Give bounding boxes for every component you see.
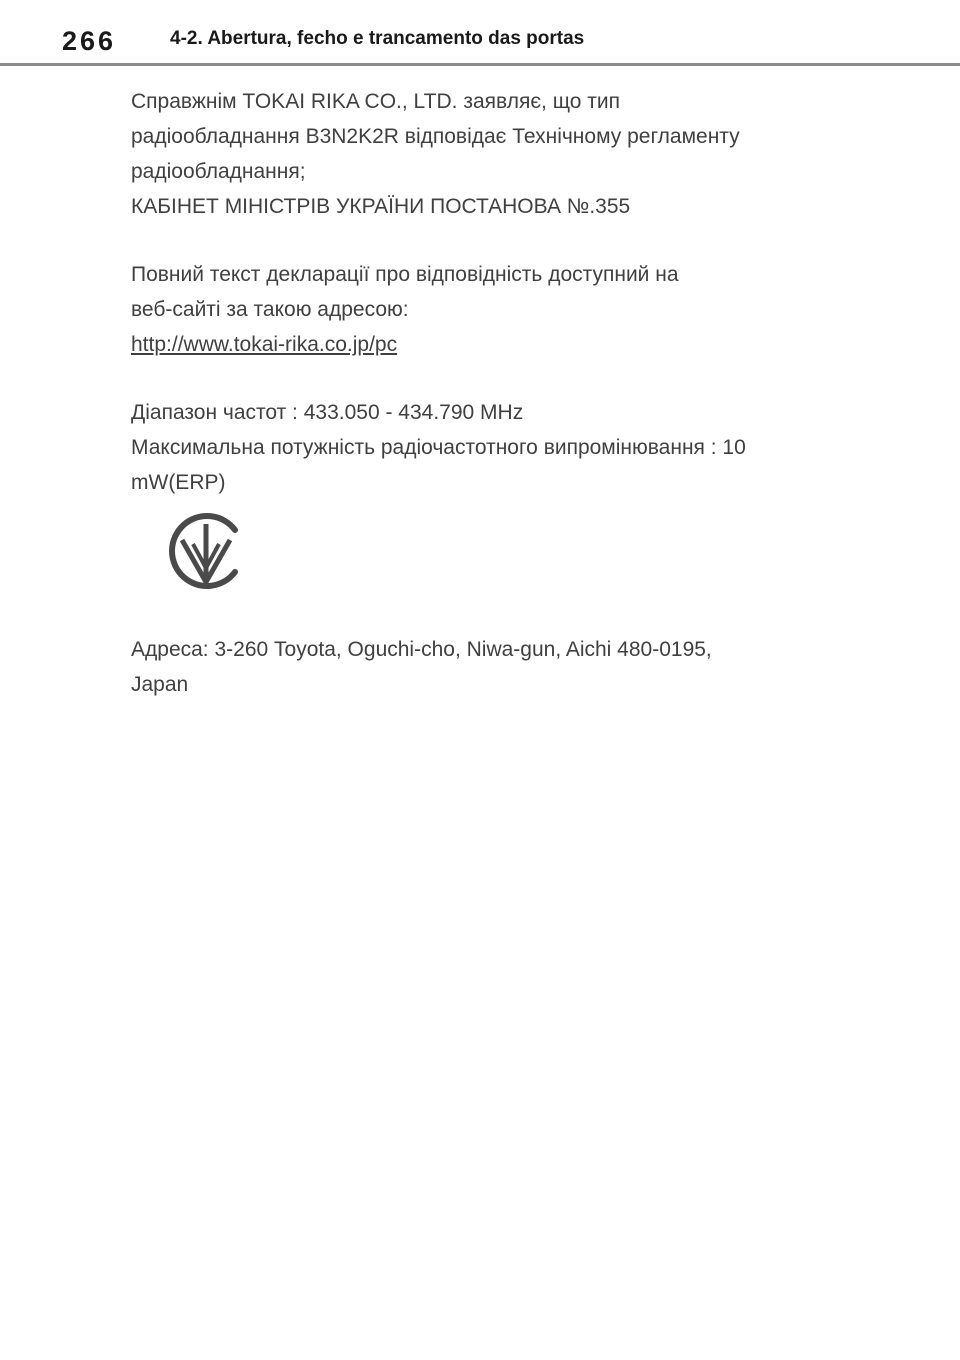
spacer [131, 362, 803, 395]
max-power-line-2: mW(ERP) [131, 471, 226, 494]
declaration-line-2: радіообладнання B3N2K2R відповідає Технічному регламенту [131, 125, 740, 148]
ukraine-conformity-mark-icon [165, 510, 247, 592]
full-text-line-1: Повний текст декларації про відповідність доступний на [131, 263, 679, 286]
address-line-2: Japan [131, 673, 189, 696]
max-power-line-1: Максимальна потужність радіочастотного випромінювання : 10 [131, 436, 746, 459]
page-content [131, 84, 803, 702]
declaration-line-3: радіообладнання; [131, 160, 306, 183]
address-line-1: Адреса: 3-260 Toyota, Oguchi-cho, Niwa-gun, Aichi 480-0195, [131, 638, 712, 661]
spacer [131, 224, 803, 257]
conformity-mark [131, 500, 803, 632]
page-header [0, 0, 960, 66]
section-title: 4-2. Abertura, fecho e trancamento das portas [170, 28, 585, 49]
declaration-line-4: КАБІНЕТ МІНІСТРІВ УКРАЇНИ ПОСТАНОВА №.355 [131, 195, 631, 218]
declaration-url-link[interactable]: http://www.tokai-rika.co.jp/pc [131, 333, 398, 356]
frequency-range: Діапазон частот : 433.050 - 434.790 MHz [131, 401, 524, 424]
page-number: 266 [62, 26, 117, 56]
declaration-line-1: Справжнім TOKAI RIKA CO., LTD. заявляє, що тип [131, 90, 620, 113]
full-text-line-2: веб-сайті за такою адресою: [131, 298, 409, 321]
